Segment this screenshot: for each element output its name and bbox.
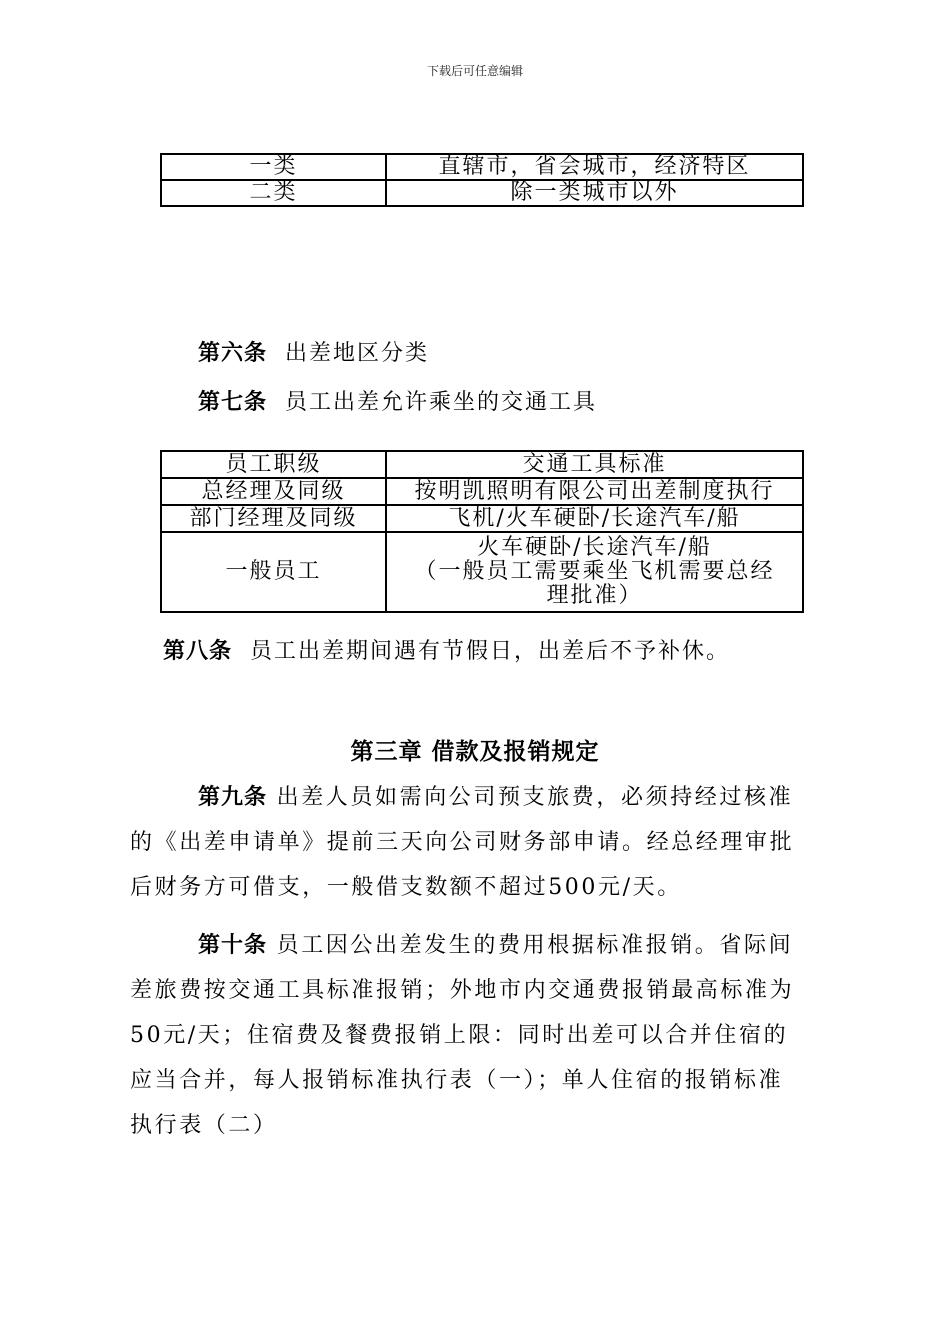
article-text: 员工出差期间遇有节假日，出差后不予补休。 — [250, 639, 731, 664]
article-8 — [163, 634, 730, 665]
paragraph-line: 差旅费按交通工具标准报销；外地市内交通费报销最高标准为 — [130, 978, 795, 1003]
article-7 — [198, 385, 597, 416]
article-label: 第六条 — [198, 340, 268, 366]
article-label: 第十条 — [198, 932, 268, 958]
paragraph-line: 的《出差申请单》提前三天向公司财务部申请。经总经理审批 — [130, 830, 795, 855]
level-cell: 一般员工 — [161, 532, 386, 612]
article-10 — [130, 923, 830, 1148]
article-text: 员工出差允许乘坐的交通工具 — [285, 390, 598, 415]
transport-standard-table — [160, 450, 804, 613]
article-9 — [130, 775, 830, 910]
tool-line: 理批准） — [546, 583, 643, 608]
region-category-cell: 一类 — [161, 154, 386, 180]
table-header-row — [161, 451, 803, 478]
article-label: 第九条 — [198, 784, 268, 810]
article-6 — [198, 336, 429, 367]
region-desc-cell: 直辖市，省会城市，经济特区 — [386, 154, 803, 180]
paragraph-line: 第十条 员工因公出差发生的费用根据标准报销。省际间 — [198, 932, 794, 958]
paragraph-line: 后财务方可借支，一般借支数额不超过500元/天。 — [130, 875, 682, 900]
region-category-cell: 二类 — [161, 180, 386, 206]
level-cell: 部门经理及同级 — [161, 505, 386, 532]
table-row — [161, 478, 803, 505]
column-header: 交通工具标准 — [386, 451, 803, 478]
table-row — [161, 180, 803, 206]
paragraph-line: 第九条 出差人员如需向公司预支旅费，必须持经过核准 — [198, 784, 794, 810]
tool-cell: 飞机/火车硬卧/长途汽车/船 — [386, 505, 803, 532]
article-text: 出差地区分类 — [285, 341, 430, 366]
column-header: 员工职级 — [161, 451, 386, 478]
paragraph-line: 执行表（二） — [130, 1113, 278, 1138]
article-label: 第七条 — [198, 389, 268, 415]
region-desc-cell: 除一类城市以外 — [386, 180, 803, 206]
table-row — [161, 505, 803, 532]
page-header: 下载后可任意编辑 — [426, 64, 523, 78]
tool-cell — [386, 532, 803, 612]
chapter-title: 第三章 借款及报销规定 — [350, 738, 600, 765]
table-row — [161, 154, 803, 180]
tool-line: 火车硬卧/长途汽车/船 — [477, 535, 712, 560]
level-cell: 总经理及同级 — [161, 478, 386, 505]
table-row — [161, 532, 803, 612]
article-label: 第八条 — [163, 638, 233, 664]
tool-line: （一般员工需要乘坐飞机需要总经 — [414, 559, 775, 584]
tool-cell: 按明凯照明有限公司出差制度执行 — [386, 478, 803, 505]
paragraph-line: 50元/天；住宿费及餐费报销上限：同时出差可以合并住宿的 — [130, 1023, 789, 1048]
paragraph-line: 应当合并，每人报销标准执行表（一）；单人住宿的报销标准 — [130, 1068, 784, 1093]
region-classification-table — [160, 153, 804, 207]
